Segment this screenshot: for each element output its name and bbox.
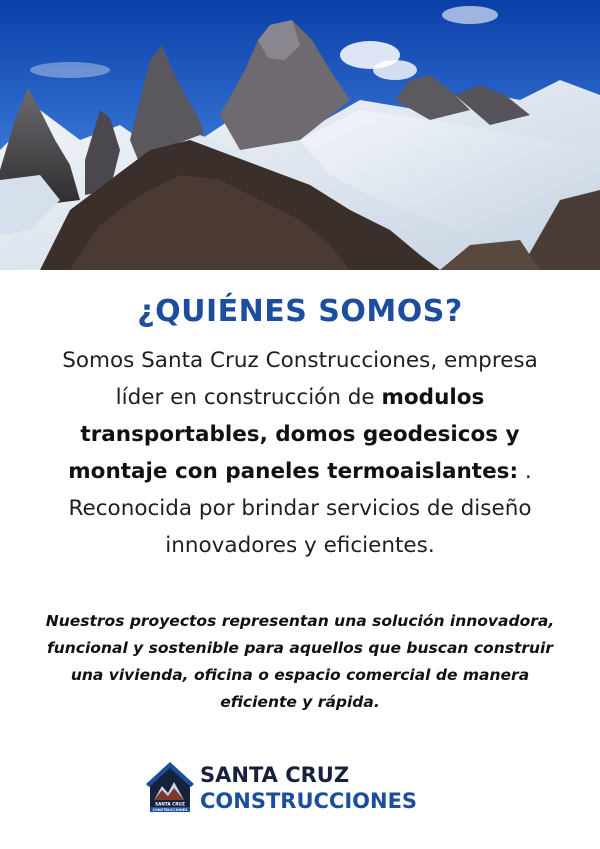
logo-wordmark (200, 762, 417, 814)
logo-line-1: SANTA CRUZ (200, 763, 350, 787)
hero-image (0, 0, 600, 270)
logo-mark-subtext: CONSTRUCCIONES (152, 808, 188, 812)
intro-text-start: Somos Santa Cruz Construcciones, empresa líder en construcción de (62, 348, 538, 410)
logo-line-2: CONSTRUCCIONES (200, 789, 418, 813)
intro-text-bold: modulos transportables, domos geodesicos y montaje con paneles termoaislantes: (68, 385, 520, 484)
page-title: ¿QUIÉNES SOMOS? (137, 294, 463, 329)
mission-statement: Nuestros proyectos representan una solución innovadora, funcional y sostenible para aquellos que buscan construir una vivienda, oficina o espacio comercial de manera eficiente y rápida. (45, 612, 555, 711)
logo-mountain-icon (146, 760, 194, 816)
company-logo (146, 760, 456, 820)
intro-text-end: . Reconocida por brindar servicios de diseño innovadores y eficientes. (68, 459, 532, 558)
logo-mark-text: SANTA CRUZ (155, 801, 185, 807)
intro-paragraph (40, 342, 560, 564)
